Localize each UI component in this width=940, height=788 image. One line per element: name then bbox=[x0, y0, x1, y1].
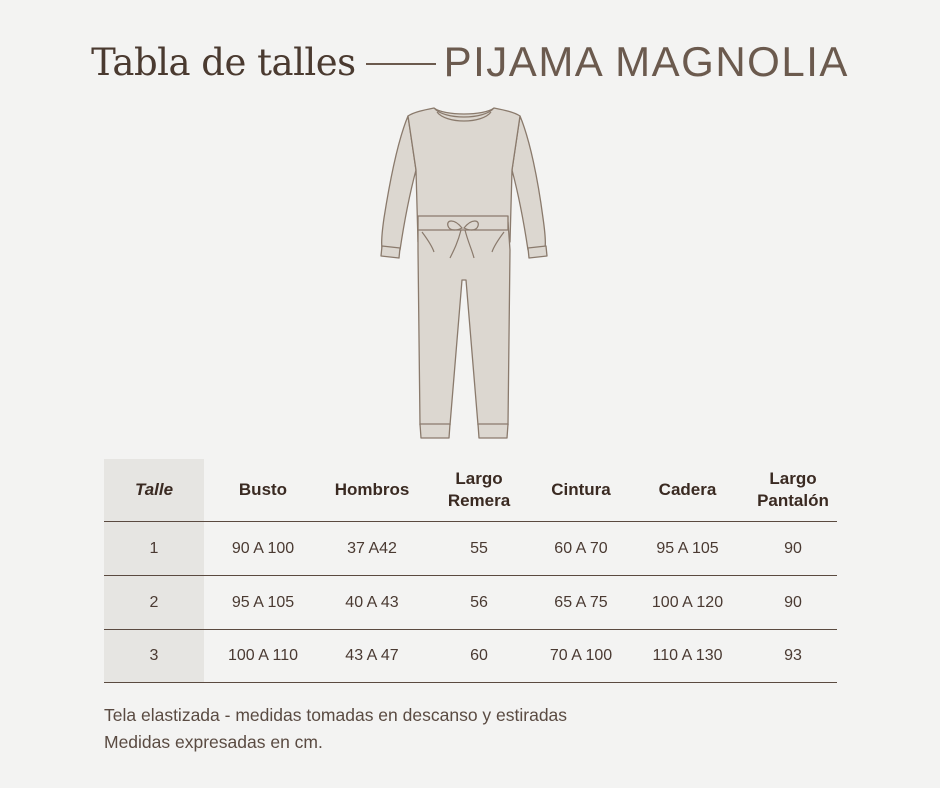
cell-largo-pantalon: 93 bbox=[784, 647, 802, 664]
cell-busto: 95 A 105 bbox=[231, 593, 295, 611]
header-hombros: Hombros bbox=[334, 480, 410, 499]
page-title bbox=[0, 38, 940, 86]
footer-note-units: Medidas expresadas en cm. bbox=[104, 732, 323, 752]
cell-largo-remera: 60 bbox=[470, 647, 488, 664]
cell-hombros: 37 A42 bbox=[347, 539, 397, 557]
title-divider bbox=[366, 63, 436, 65]
header-busto: Busto bbox=[238, 480, 288, 499]
title-product-name: PIJAMA MAGNOLIA bbox=[443, 38, 849, 85]
cell-cintura: 70 A 100 bbox=[549, 647, 613, 664]
cell-largo-pantalon: 90 bbox=[784, 593, 802, 611]
header-talle: Talle bbox=[104, 459, 204, 521]
cell-talle: 2 bbox=[104, 576, 204, 629]
header-largo-pantalon: Largo Pantalón bbox=[757, 469, 829, 510]
cell-hombros: 40 A 43 bbox=[345, 593, 399, 611]
cell-cintura: 60 A 70 bbox=[554, 539, 608, 557]
table-row bbox=[104, 630, 837, 683]
header-cadera: Cadera bbox=[658, 480, 717, 499]
table-row bbox=[104, 522, 837, 576]
cell-talle: 3 bbox=[104, 630, 204, 682]
cell-cadera: 110 A 130 bbox=[652, 647, 723, 664]
table-header-row bbox=[104, 459, 837, 522]
cell-cadera: 95 A 105 bbox=[656, 539, 719, 557]
cell-talle: 1 bbox=[104, 522, 204, 575]
header-cintura: Cintura bbox=[551, 480, 611, 499]
cell-cadera: 100 A 120 bbox=[651, 593, 724, 611]
cell-busto: 100 A 110 bbox=[228, 647, 298, 664]
title-size-chart: Tabla de talles bbox=[91, 40, 356, 84]
cell-hombros: 43 A 47 bbox=[345, 647, 399, 664]
header-largo-remera: Largo Remera bbox=[447, 469, 511, 510]
size-chart-table bbox=[104, 459, 837, 683]
cell-largo-remera: 56 bbox=[470, 593, 488, 611]
footer-note-fabric: Tela elastizada - medidas tomadas en descanso y estiradas bbox=[104, 705, 568, 725]
pajama-set-illustration-icon bbox=[376, 100, 552, 444]
cell-largo-pantalon: 90 bbox=[784, 539, 802, 557]
footer-notes bbox=[104, 702, 567, 756]
table-row bbox=[104, 576, 837, 630]
cell-cintura: 65 A 75 bbox=[554, 593, 608, 611]
cell-largo-remera: 55 bbox=[470, 539, 488, 557]
cell-busto: 90 A 100 bbox=[231, 539, 295, 557]
